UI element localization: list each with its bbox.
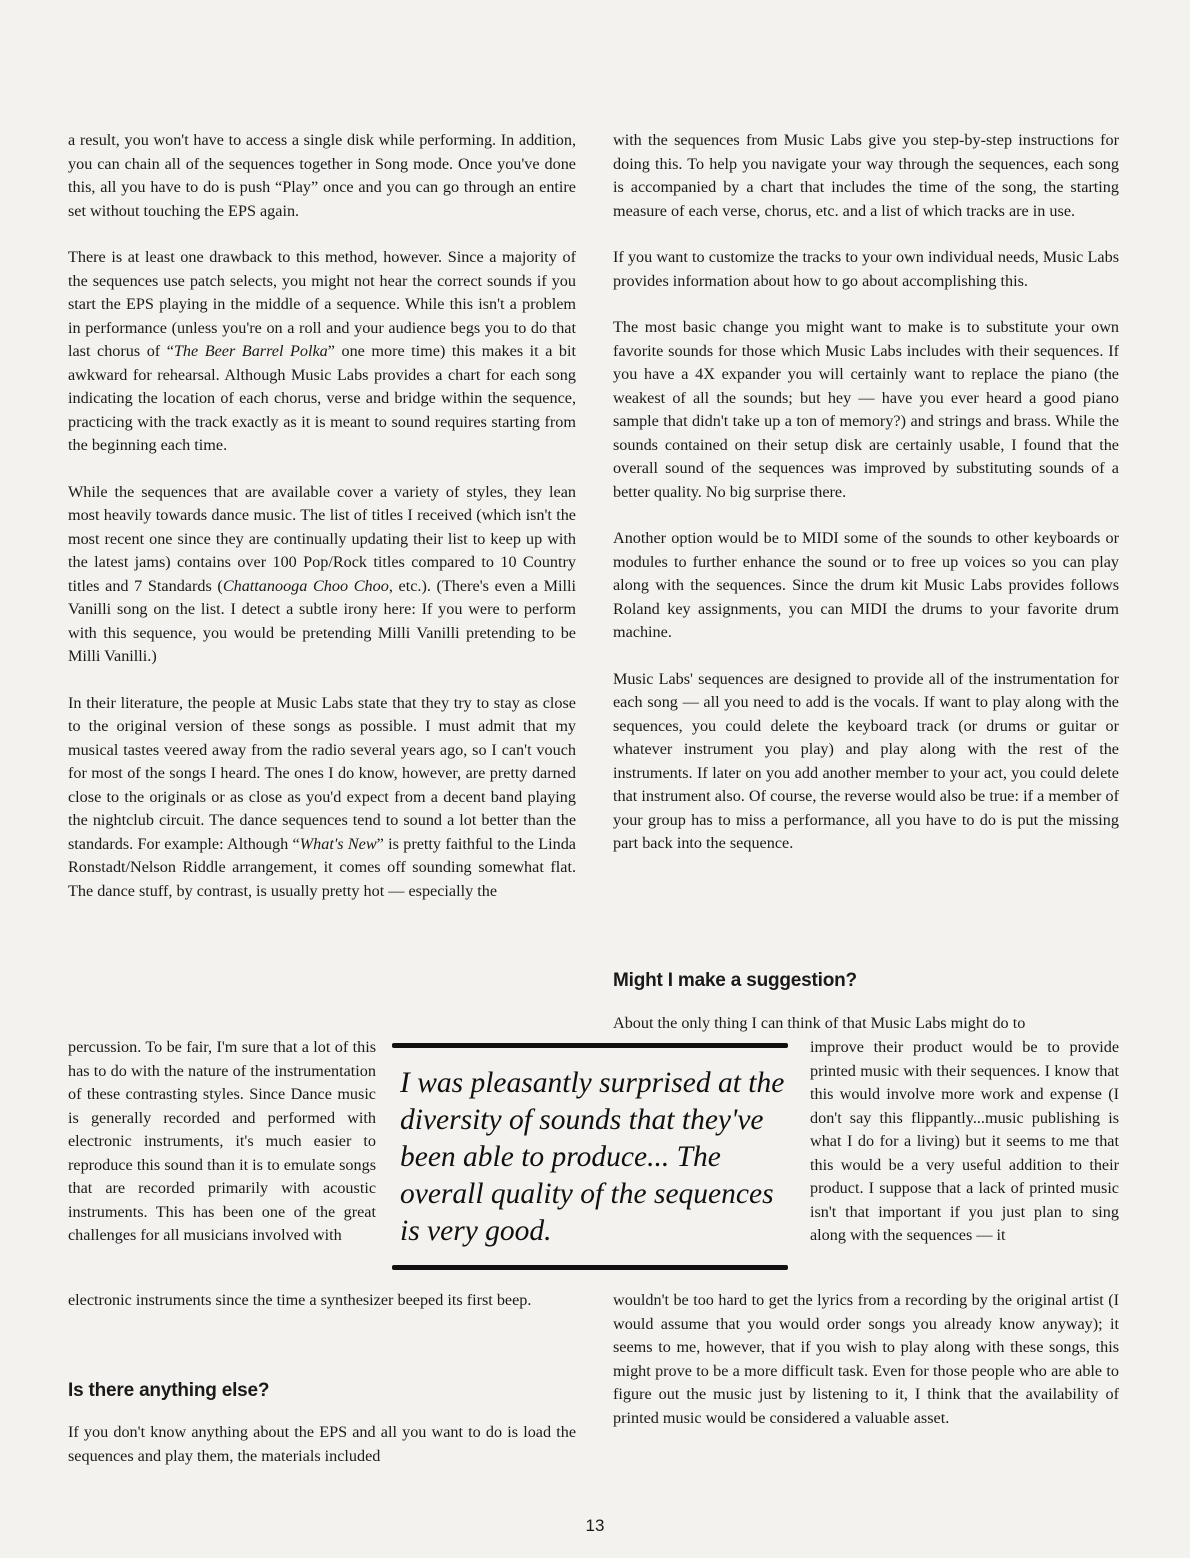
song-title-chattanooga: Chattanooga Choo Choo — [222, 576, 389, 595]
left-wrap-text: percussion. To be fair, I'm sure that a lot of this has to do with the nature of the instrumentation of these contrasting styles. Since Dance music is generally recorded and performed with electronic instruments, it's much easier to reproduce this sound than it is to emulate songs that are recorded primarily with acoustic instruments. This has been one of the great challenges for all musicians involved with — [68, 1038, 376, 1244]
song-title-beer-barrel-polka: The Beer Barrel Polka — [173, 342, 328, 360]
left-paragraph-4-text-b: ” is pretty faithful to the Linda Ronstadt/Nelson Riddle arrangement, it comes off sounding somewhat flat. The dance stuff, by contrast, is usually pretty hot — especially the — [68, 834, 576, 900]
right-paragraph-4: Another option would be to MIDI some of the sounds to other keyboards or modules to further enhance the sound or to free up voices so you can play along with the sequences. Since the drum kit Music Labs provides follows Roland key assignments, you can MIDI the drums to your favorite drum machine. — [613, 529, 1119, 641]
right-paragraph-2: If you want to customize the tracks to your own individual needs, Music Labs provides information about how to go about accomplishing this. — [613, 248, 1119, 290]
left-paragraph-2 — [68, 246, 576, 458]
pull-quote — [386, 1043, 796, 1273]
subhead-suggestion: Might I make a suggestion? — [613, 970, 857, 991]
pull-quote-bottom-rule — [392, 1265, 788, 1270]
song-title-whats-new: What's New — [299, 834, 377, 853]
right-paragraph-6-start: About the only thing I can think of that Music Labs might do to — [613, 1014, 1026, 1032]
right-paragraph-3: The most basic change you might want to make is to substitute your own favorite sounds for those which Music Labs includes with their sequences. If you have a 4X expander you will certainly want to replace the piano (the weakest of all the sounds; but hey — have you ever heard a good piano sample that didn't take up a ton of memory?) and strings and brass. While the sounds contained on their setup disk are certainly usable, I found that the overall sound of the sequences was improved by substituting sounds of a better quality. No big surprise there. — [613, 318, 1119, 501]
subhead-anything-else: Is there anything else? — [68, 1380, 270, 1401]
left-paragraph-4 — [68, 692, 576, 904]
right-paragraph-1: with the sequences from Music Labs give you step-by-step instructions for doing this. To help you navigate your way through the sequences, each song is accompanied by a chart that includes the time of the song, the starting measure of each verse, chorus, etc. and a list of which tracks are in use. — [613, 131, 1119, 220]
right-paragraph-6-end: wouldn't be too hard to get the lyrics from a recording by the original artist (I would assume that you would order songs you already know anyway); it seems to me, however, that if you wish to play along with these songs, this might prove to be a more difficult task. Even for those people who are able to figure out the music just by listening to it, I think that the availability of printed music would be considered a valuable asset. — [613, 1291, 1119, 1427]
right-paragraph-5: Music Labs' sequences are designed to provide all of the instrumentation for each song — all you need to add is the vocals. If want to play along with the sequences, you could delete the keyboard track (or drums or guitar or whatever instrument you play) and play along with the rest of the instruments. If later on you add another member to your act, you could delete that instrument also. Of course, the reverse would also be true: if a member of your group has to miss a performance, all you have to do is put the missing part back into the sequence. — [613, 669, 1119, 852]
left-paragraph-4-end: electronic instruments since the time a synthesizer beeped its first beep. — [68, 1291, 532, 1309]
left-paragraph-3-text-a: While the sequences that are available cover a variety of styles, they lean most heavily towards dance music. The list of titles I received (which isn't the most recent one since they are continually updating their list to keep up with the latest jams) contains over 100 Pop/Rock titles compared to 10 Country titles and 7 Standards ( — [68, 482, 576, 595]
pull-quote-text: I was pleasantly surprised at the diversity of sounds that they've been able to produce... The overall quality of the sequences is very good. — [400, 1067, 785, 1247]
left-column — [68, 129, 576, 903]
pull-quote-top-rule — [392, 1043, 788, 1048]
right-wrap-text: improve their product would be to provide printed music with their sequences. I know that this would involve more work and expense (I don't say this flippantly...music publishing is what I do for a living) but it seems to me that this would be a very useful addition to their product. I suppose that a lack of printed music isn't that important if you just plan to sing along with the sequences — it — [810, 1038, 1119, 1244]
left-paragraph-3-text-b: , etc.). (There's even a Milli Vanilli song on the list. I detect a subtle irony here: If you were to perform with this sequence, you would be pretending Milli Vanilli pretending to be Milli Vanilli.) — [68, 576, 577, 665]
left-paragraph-4-text-a: In their literature, the people at Music Labs state that they try to stay as close to the original version of these songs as possible. I must admit that my musical tastes veered away from the radio several years ago, so I can't vouch for most of the songs I heard. The ones I do know, however, are pretty darned close to the originals or as close as you'd expect from a decent band playing the nightclub circuit. The dance sequences tend to sound a lot better than the standards. For example: Although “ — [68, 693, 576, 853]
left-paragraph-2-text-a: There is at least one drawback to this method, however. Since a majority of the sequences use patch selects, you might not hear the correct sounds if you start the EPS playing in the middle of a sequence. While this isn't a problem in performance (unless you're on a roll and your audience begs you to do that last chorus of “ — [68, 248, 576, 360]
left-paragraph-5: If you don't know anything about the EPS and all you want to do is load the sequences and play them, the materials included — [68, 1423, 576, 1465]
left-paragraph-1: a result, you won't have to access a single disk while performing. In addition, you can chain all of the sequences together in Song mode. Once you've done this, all you have to do is push “Play” once and you can go through an entire set without touching the EPS again. — [68, 131, 576, 220]
page-number: 13 — [585, 1516, 605, 1535]
right-column — [613, 129, 1119, 879]
left-paragraph-3 — [68, 481, 576, 669]
left-paragraph-2-text-b: ” one more time) this makes it a bit awkward for rehearsal. Although Music Labs provides a chart for each song indicating the location of each chorus, verse and bridge within the sequence, practicing with the track exactly as it is meant to sound requires starting from the beginning each time. — [68, 342, 576, 454]
